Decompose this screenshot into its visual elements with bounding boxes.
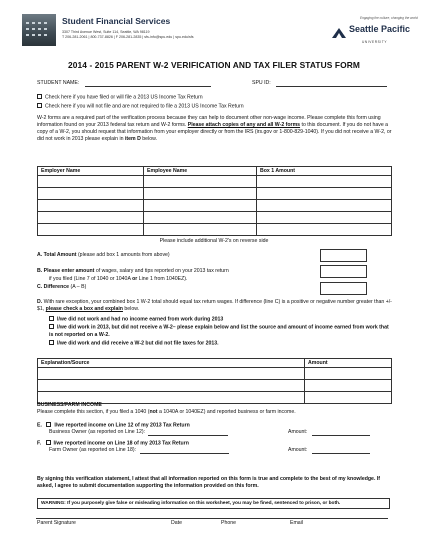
spu-id-row xyxy=(252,80,387,87)
org-name: Student Financial Services xyxy=(62,16,171,26)
spu-id-field[interactable] xyxy=(276,81,387,87)
sig-label-date: Date xyxy=(171,520,182,526)
item-b-title: Please enter amount xyxy=(43,268,95,274)
item-c xyxy=(37,284,86,291)
amount-cell[interactable] xyxy=(257,224,392,236)
d-option-2-label: I/we did work in 2013, but did not receive a W-2– please explain below and list the source and amount of income earned from work that is not reported on a W-2. xyxy=(49,324,389,338)
d-option-2 xyxy=(49,324,392,339)
business-owner-field[interactable] xyxy=(148,430,228,436)
employee-cell[interactable] xyxy=(144,176,257,188)
table-row xyxy=(38,224,392,236)
campus-building-photo xyxy=(22,14,56,46)
business-farm-title: BUSINESS/FARM INCOME xyxy=(37,402,102,408)
difference-amount-box[interactable] xyxy=(320,282,367,295)
item-d-label: D. xyxy=(37,299,43,305)
amount-cell[interactable] xyxy=(257,200,392,212)
item-b-text: of wages, salary and tips reported on your 2013 tax return xyxy=(95,268,229,274)
business-amount-label: Amount: xyxy=(288,429,308,435)
check-not-filed-row xyxy=(37,103,244,111)
item-f-amount xyxy=(288,447,370,454)
address-line-2: T 206-281-2061 | 800-737-8826 | F 206-281-2835 | sfs-info@spu.edu | spu.edu/sfs xyxy=(62,35,194,39)
employer-table xyxy=(37,166,392,236)
d-option-1-label: I/we did not work and had no income earned from work during 2013 xyxy=(57,316,224,323)
student-name-row xyxy=(37,80,211,87)
farm-income-checkbox[interactable] xyxy=(46,440,51,445)
item-a-text: (please add box 1 amounts from above) xyxy=(77,252,170,258)
item-e-amount xyxy=(288,429,370,436)
col-amount: Amount xyxy=(305,359,392,368)
item-a-label: A. xyxy=(37,252,43,258)
worked-no-w2-checkbox[interactable] xyxy=(49,324,54,329)
address-line-1: 3307 Third Avenue West, Suite 114, Seattle, WA 98119 xyxy=(62,30,150,34)
employee-cell[interactable] xyxy=(144,188,257,200)
bf-intro-not: not xyxy=(149,409,158,415)
item-e-text: I/we reported income on Line 12 of my 2013 Tax Return xyxy=(54,422,190,429)
explanation-cell[interactable] xyxy=(38,368,305,380)
intro-text-1: W-2 forms are a required part of the verification process because they can help to document other non-wage income. Please complete this form using information found on your 2013 federal tax return and W-2 forms. xyxy=(37,115,381,128)
employee-cell[interactable] xyxy=(144,200,257,212)
item-c-label: C. xyxy=(37,284,43,290)
table-row xyxy=(38,368,392,380)
bf-intro-end: a 1040A or 1040EZ) and reported business or farm income. xyxy=(159,409,296,415)
business-farm-intro xyxy=(37,409,296,416)
employer-cell[interactable] xyxy=(38,188,144,200)
amount-cell[interactable] xyxy=(257,188,392,200)
intro-text-end: below. xyxy=(142,136,158,142)
farm-owner-label: Farm Owner (as reported on Line 18): xyxy=(49,447,137,453)
org-address xyxy=(62,30,194,40)
employee-cell[interactable] xyxy=(144,212,257,224)
item-e-label: E. xyxy=(37,422,42,429)
amount-cell[interactable] xyxy=(305,368,392,380)
item-b-or: or xyxy=(132,276,138,282)
intro-item-d: item D xyxy=(124,136,141,142)
item-f-label: F. xyxy=(37,440,42,447)
item-d-instruction: please check a box and explain xyxy=(45,306,123,312)
item-a-title: Total Amount xyxy=(43,252,77,258)
university-logo-icon xyxy=(331,26,347,40)
item-b-line2-text: if you filed (Line 7 of 1040 or 1040A xyxy=(49,276,131,282)
col-employee-name: Employee Name xyxy=(144,167,257,176)
explanation-cell[interactable] xyxy=(38,380,305,392)
employer-table-header xyxy=(38,167,392,176)
col-employer-name: Employer Name xyxy=(38,167,144,176)
not-filed-checkbox[interactable] xyxy=(37,103,42,108)
item-a xyxy=(37,252,170,259)
sig-label-email: Email xyxy=(290,520,303,526)
employer-cell[interactable] xyxy=(38,200,144,212)
employer-table-note: Please include additional W-2's on reverse side xyxy=(159,238,269,244)
business-owner-label: Business Owner (as reported on Line 12): xyxy=(49,429,146,435)
item-d-text: With rare exception, your combined box 1 W-2 total should equal tax return wages. If difference (line C) is a positive or negative number greater than +/- $1, xyxy=(37,299,392,312)
table-row xyxy=(38,188,392,200)
item-b-line2 xyxy=(49,276,187,283)
check-not-filed-label: Check here if you will not file and are not required to file a 2013 US Income Tax Return xyxy=(45,103,244,110)
sig-label-phone: Phone xyxy=(221,520,237,526)
logo-name: Seattle Pacific xyxy=(349,24,411,34)
item-e-sub xyxy=(49,429,228,436)
warning-box: WARNING: If you purposely give false or misleading information on this worksheet, you may be fined, sentenced to prison, or both. xyxy=(37,498,390,509)
intro-attach-note: Please attach copies of any and all W-2 forms xyxy=(187,122,301,128)
filed-checkbox[interactable] xyxy=(37,94,42,99)
amount-cell[interactable] xyxy=(305,380,392,392)
item-b-line2-end: Line 1 from 1040EZ). xyxy=(138,276,188,282)
d-option-3-label: I/we did work and did receive a W-2 but did not file taxes for 2013. xyxy=(57,340,219,347)
logo-subtitle: UNIVERSITY xyxy=(362,40,388,44)
explanation-table-header xyxy=(38,359,392,368)
bf-intro-text: Please complete this section, if you filed a 1040 ( xyxy=(37,409,150,415)
wages-amount-box[interactable] xyxy=(320,265,367,278)
item-c-title: Difference xyxy=(43,284,70,290)
item-d-end: below. xyxy=(124,306,140,312)
d-option-1 xyxy=(49,316,392,324)
item-b xyxy=(37,268,229,275)
amount-cell[interactable] xyxy=(257,176,392,188)
item-b-label: B. xyxy=(37,268,43,274)
farm-amount-label: Amount: xyxy=(288,447,308,453)
spu-id-label: SPU ID: xyxy=(252,80,271,86)
explanation-table xyxy=(37,358,392,404)
student-name-label: STUDENT NAME: xyxy=(37,80,80,86)
check-filed-row xyxy=(37,94,203,102)
employer-cell[interactable] xyxy=(38,212,144,224)
intro-paragraph xyxy=(37,115,392,143)
table-row xyxy=(38,212,392,224)
intro-text-2: to this document. If you do not have a copy of a W-2, you should request that information from your employer directly or from the IRS (irs.gov or 1-800-829-1040). If you did not receive a W-2, or did not work in 2013 please explain in xyxy=(37,122,392,142)
amount-cell[interactable] xyxy=(305,392,392,404)
col-box1-amount: Box 1 Amount xyxy=(257,167,392,176)
employer-cell[interactable] xyxy=(38,176,144,188)
check-filed-label: Check here if you have filed or will file a 2013 US Income Tax Return xyxy=(45,94,203,101)
student-name-field[interactable] xyxy=(85,81,211,87)
certification-statement: By signing this verification statement, I attest that all information reported on this form is true and complete to the best of my knowledge. If asked, I agree to submit documentation supporting the information provided on this form. xyxy=(37,476,380,489)
business-income-checkbox[interactable] xyxy=(46,422,51,427)
employee-cell[interactable] xyxy=(144,224,257,236)
employer-cell[interactable] xyxy=(38,224,144,236)
worked-not-filed-checkbox[interactable] xyxy=(49,340,54,345)
item-c-text: (A – B) xyxy=(70,284,87,290)
business-amount-field[interactable] xyxy=(312,430,370,436)
table-row xyxy=(38,176,392,188)
table-row xyxy=(38,200,392,212)
d-option-3 xyxy=(49,340,392,348)
item-d xyxy=(37,299,392,313)
logo-tagline: Engaging the culture, changing the world xyxy=(360,16,418,20)
item-f-sub xyxy=(49,447,229,454)
table-row xyxy=(38,380,392,392)
item-f-text: I/we reported income on Line 18 of my 2013 Tax Return xyxy=(53,440,189,447)
amount-cell[interactable] xyxy=(257,212,392,224)
signature-line[interactable] xyxy=(36,518,388,519)
farm-amount-field[interactable] xyxy=(312,448,370,454)
no-work-checkbox[interactable] xyxy=(49,316,54,321)
form-title: 2014 - 2015 PARENT W-2 VERIFICATION AND TAX FILER STATUS FORM xyxy=(68,60,360,70)
col-explanation: Explanation/Source xyxy=(38,359,305,368)
sig-label-parent: Parent Signature xyxy=(37,520,76,526)
total-amount-box[interactable] xyxy=(320,249,367,262)
farm-owner-field[interactable] xyxy=(140,448,229,454)
